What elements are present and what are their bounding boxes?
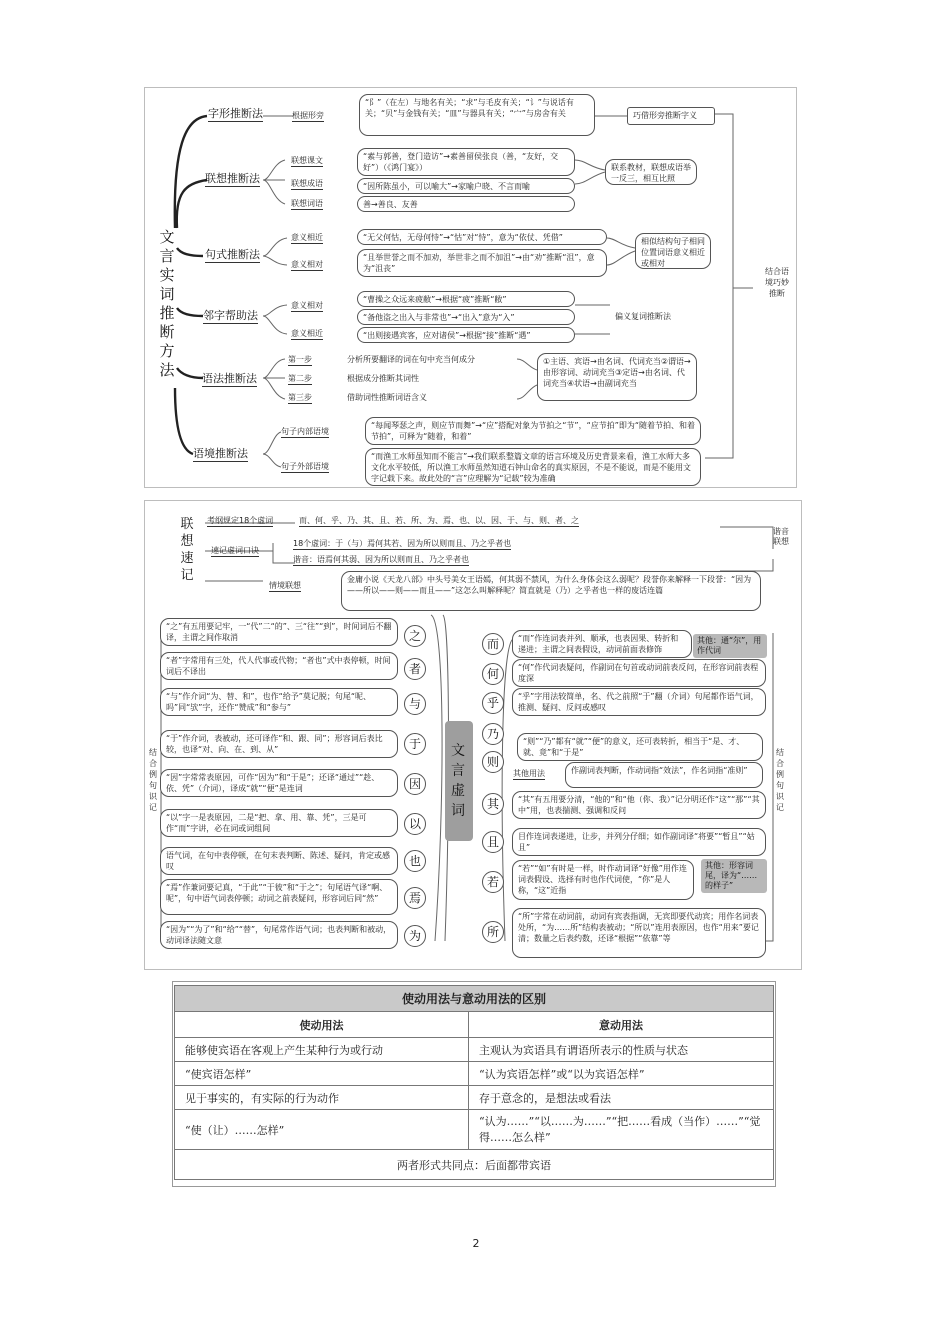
left-word-char: 之	[404, 625, 426, 647]
method-summary: 相似结构句子相同位置词语意义相近或相对	[635, 233, 711, 269]
left-word-char: 以	[404, 813, 426, 835]
method-name: 字形推断法	[208, 107, 263, 120]
left-word-char: 因	[404, 773, 426, 795]
method-sub-label: 根据形旁	[292, 111, 324, 120]
method-name: 联想推断法	[205, 172, 260, 185]
right-word-char: 乃	[482, 723, 504, 745]
method-sub-label: 意义相对	[291, 301, 323, 310]
branch-curve	[175, 116, 207, 228]
right-word-text: “其”有五用要分清，“他的”和“他（你、我）”记分明还作“这”“那”“其中”用，也表揣测、强调和反问	[512, 791, 766, 819]
page-number: 2	[472, 1237, 480, 1250]
table-cell: 存于意念的，是想法或看法	[469, 1086, 774, 1110]
method-summary: 联系教材，联想成语举一反三，相互比照	[605, 159, 697, 185]
table-header-col2: 意动用法	[469, 1012, 774, 1038]
section1-panel	[144, 87, 797, 488]
left-word-text: “焉”作兼词要记真，“于此”“于彼”和“于之”；句尾语气译“啊、呢”，句中语气词表停顿；动词之前表疑问，形容词后同“然”	[160, 879, 398, 915]
scene-label: 情境联想	[269, 581, 301, 590]
table-title: 使动用法与意动用法的区别	[175, 986, 774, 1012]
section1-title: 文言实词推断方法	[159, 228, 175, 379]
left-word-char: 于	[404, 733, 426, 755]
method-sub-text: “出则接遇宾客，应对诸侯”→根据“接”推断“遇”	[357, 327, 575, 343]
table-cell: “认为……”“以……为……”“把……看成（当作）……”“觉得……怎么样”	[469, 1110, 774, 1150]
mnemonic-label: 速记虚词口诀	[211, 546, 259, 555]
left-word-text: “于”作介词，表被动，还可译作“和、跟、同”；形容词后表比较，也译“对、向、在、到、从”	[160, 730, 398, 758]
method-name: 语法推断法	[202, 372, 257, 385]
right-word-char: 则	[482, 751, 504, 773]
table-row	[175, 1062, 774, 1086]
table-cell: 能够使宾语在客观上产生某种行为或行动	[175, 1038, 469, 1062]
right-word-char: 所	[482, 921, 504, 943]
right-word-char: 若	[482, 871, 504, 893]
table-footer: 两者形式共同点：后面都带宾语	[175, 1150, 774, 1180]
branch-curve	[175, 388, 193, 454]
right-word-char: 何	[482, 663, 504, 685]
left-word-char: 为	[404, 925, 426, 947]
method-sub-label: 联想成语	[291, 179, 323, 188]
left-word-char: 者	[404, 658, 426, 680]
right-word-text: 目作连词表递进，让步，并列分仔细；如作副词译“将要”“暂且”“姑且”	[512, 828, 766, 856]
table-row	[175, 1110, 774, 1150]
branch-curve	[177, 368, 203, 378]
method-summary: ①主语、宾语→由名词、代词充当②谓语→由形容词、动词充当③定语→由名词、代词充当④状语→由副词充当	[537, 353, 697, 401]
scene-text: 金庸小说《天龙八部》中头号美女王语嫣，何其弱不禁风，为什么身体会这么弱呢？段誉你来解释一下段誉：“因为——所以——则——而且——”这怎么叫解释呢？简直就是（乃）之乎者也一样的废话连篇	[341, 571, 761, 611]
mnemonic-line1: 18个虚词：于（与）焉何其若、因为所以则而且、乃之乎者也	[293, 539, 512, 548]
table-row	[175, 1086, 774, 1110]
center-title: 文言虚词	[451, 743, 465, 819]
comparison-table	[174, 985, 774, 1180]
method-sub-text: “而渔工水师虽知而不能言”→我们联系整篇文章的语言环境及历史背景来看，渔工水师大多文化水平较低，所以渔工水师虽然知道石钟山命名的真实原因，不是不能说，而是不能用文字记载下来。故此处的“言”应理解为“记载”较为准确	[365, 448, 701, 486]
left-word-text: “以”字一是表原因，二是“把、拿、用、靠、凭”，三是可作“而”字讲，必在词或词组间	[160, 809, 398, 837]
table-cell: “使（让）……怎样”	[175, 1110, 469, 1150]
right-word-text: “而”作连词表并列、顺承，也表因果、转折和递进；主谓之间表假设，动词前面表修饰	[512, 630, 692, 658]
method-sub-text: “阝”（在左）与地名有关；“求”与毛皮有关；“讠”与说话有关；“贝”与金钱有关；“皿”与器具有关；“宀”与房舍有关	[359, 94, 595, 136]
method-sub-label: 意义相近	[291, 233, 323, 242]
table-cell: 见于事实的，有实际的行为动作	[175, 1086, 469, 1110]
method-sub-text: “因所陈虽小，可以喻大”→家喻户晓、不言而喻	[357, 178, 575, 194]
method-sub-label: 第三步	[288, 393, 312, 402]
left-word-char: 焉	[404, 887, 426, 909]
method-sub-label: 第一步	[288, 355, 312, 364]
method-sub-text: “曹操之众远来疲敝”→根据“疲”推断“敝”	[357, 291, 575, 307]
method-sub-text: 借助词性推断词语含义	[347, 393, 427, 402]
section1-side-label: 结合语境巧妙推断	[765, 267, 789, 298]
left-word-char: 也	[404, 850, 426, 872]
left-word-text: “因为”“为了”和“给”“替”，句尾常作语气词；也表判断和被动，动词译法随文意	[160, 921, 398, 949]
right-mnemonic: 谐音联想	[773, 527, 789, 546]
method-sub-label: 句子内部语境	[281, 427, 329, 436]
right-word-text: “所”字常在动词前，动词有宾表指调，无宾即要代动宾；用作名词表处所，“为……所”结构表被动；“所以”连用表原因，也作“用来”要记清；数量之后表约数，还译“根据”“依靠”等	[512, 908, 766, 958]
side-left-label: 结合例句识记	[149, 748, 157, 812]
method-sub-label: 联想词语	[291, 199, 323, 208]
rule-text: 而、何、乎、乃、其、且、若、所、为、焉、也、以、因、于、与、则、者、之	[299, 516, 579, 525]
method-sub-label: 联想课文	[291, 156, 323, 165]
method-sub-label: 意义相近	[291, 329, 323, 338]
method-sub-text: “素与郭善，登门造访”→素善留侯张良（善，“友好，交好”）（《鸿门宴》）	[357, 148, 575, 176]
method-sub-label: 句子外部语境	[281, 462, 329, 471]
left-word-text: “因”字常常表原因，可作“因为”和“于是”；还译“通过”“趁、依、凭”（介词），译成“就”“便”是连词	[160, 769, 398, 797]
method-sub-text: 根据成分推断其词性	[347, 374, 419, 383]
section2-panel	[144, 500, 802, 970]
method-name: 邻字帮助法	[203, 309, 258, 322]
mnemonic-line2: 谐音：语焉何其弱、因为所以则而且、乃之乎者也	[293, 555, 469, 564]
right-word-note: 其他：通“尔”，用作代词	[693, 634, 767, 658]
right-word-char: 且	[482, 831, 504, 853]
section2-title: 联想速记	[180, 517, 194, 583]
method-sub-text: “每闻琴瑟之声，则应节而舞”→“应”搭配对象为节拍之“节”，“应节拍”即为“随着节拍、和着节拍”，可释为“随着，和着”	[365, 417, 701, 445]
table-cell: “认为宾语怎样”或“以为宾语怎样”	[469, 1062, 774, 1086]
branch-curve	[177, 248, 203, 256]
table-cell: “使宾语怎样”	[175, 1062, 469, 1086]
method-sub-text: 善→善良、友善	[357, 196, 575, 212]
method-sub-label: 意义相对	[291, 260, 323, 269]
method-sub-label: 第二步	[288, 374, 312, 383]
right-word-text: “则”“乃”都有“就”“便”的意义，还可表转折，相当于“是、才、就、竟”和“于是”	[517, 733, 763, 761]
method-sub-text: “备他盗之出入与非常也”→“出入”意为“入”	[357, 309, 575, 325]
right-word-text: 作副词表判断，作动词指“效法”，作名词指“准则”	[565, 762, 763, 788]
right-word-text: “何”作代词表疑问，作副词在句首或动词前表反问，在形容词前表程度深	[512, 659, 766, 687]
rule-label: 考纲规定18个虚词	[207, 516, 274, 525]
branch-curve	[177, 180, 207, 228]
right-word-label: 其他用法	[513, 769, 545, 778]
method-sub-text: “且举世誉之而不加劝，举世非之而不加沮”→由“劝”推断“沮”，意为“沮丧”	[357, 249, 607, 277]
right-word-text: “乎”字用法较简单，名、代之前照“于”翻（介词）句尾都作语气词，推测、疑问、反问或感叹	[512, 688, 766, 716]
right-word-note: 其他：形容词尾，译为“……的样子”	[701, 859, 767, 893]
table-row	[175, 1038, 774, 1062]
right-word-char: 乎	[482, 692, 504, 714]
table-header-col1: 使动用法	[175, 1012, 469, 1038]
left-word-text: 语气词，在句中表停顿，在句末表判断、陈述、疑问，肯定或感叹	[160, 847, 398, 875]
right-word-text: “若”“如”有时是一样，时作动词译“好像”用作连词表假设、选择有时也作代词使，“你”是人称，“这”近指	[512, 860, 694, 900]
branch-curve	[177, 308, 203, 316]
method-summary: 偏义复词推断法	[610, 309, 692, 325]
method-sub-text: 分析所要翻译的词在句中充当何成分	[347, 355, 475, 364]
method-sub-text: “无父何怙，无母何恃”→“怙”对“恃”，意为“依仗、凭借”	[357, 229, 607, 245]
left-word-char: 与	[404, 693, 426, 715]
right-word-char: 而	[482, 633, 504, 655]
method-summary: 巧借形旁推断字义	[627, 107, 715, 125]
left-word-text: “与”作介词“为、替、和”，也作“给予”莫记脱；句尾“呢、吗”同“欤”字，还作“赞成”和“参与”	[160, 688, 398, 716]
method-name: 语境推断法	[193, 447, 248, 460]
right-word-char: 其	[482, 793, 504, 815]
table-cell: 主观认为宾语具有谓语所表示的性质与状态	[469, 1038, 774, 1062]
side-right-label: 结合例句识记	[776, 748, 784, 812]
left-word-text: “者”字常用有三处，代人代事或代物；“者也”式中表停顿，时间词后不译出	[160, 652, 398, 680]
method-name: 句式推断法	[205, 248, 260, 261]
left-word-text: “之”有五用要记牢，一“代”二“的”、三“往”“到”，时间词后不翻译，主谓之间作取消	[160, 618, 398, 646]
